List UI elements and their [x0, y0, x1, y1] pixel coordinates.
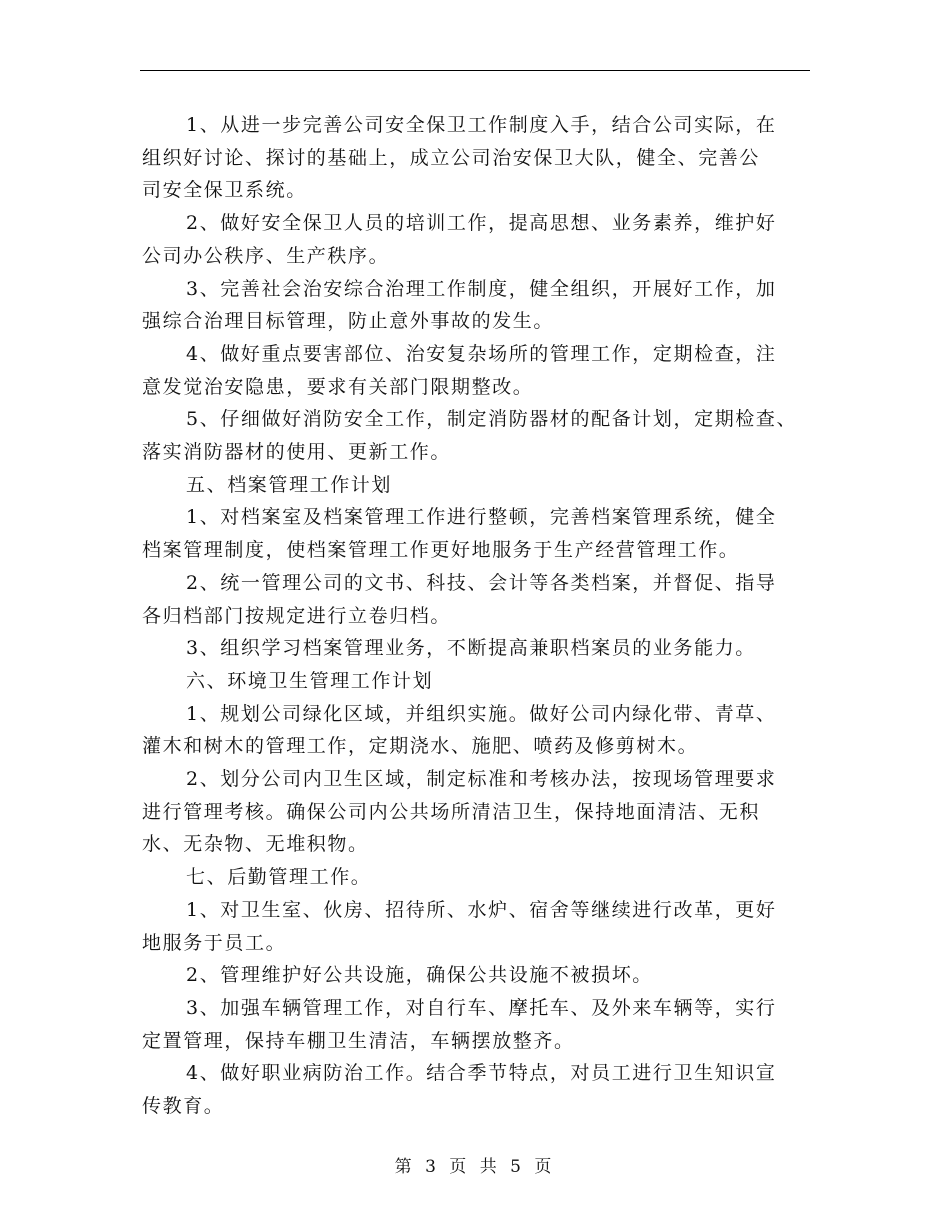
- text-line: 1、规划公司绿化区域，并组织实施。做好公司内绿化带、青草、: [186, 702, 777, 725]
- text-line: 定置管理，保持车棚卫生清洁，车辆摆放整齐。: [142, 1029, 575, 1052]
- text-line: 传教育。: [142, 1095, 225, 1118]
- text-line: 4、做好重点要害部位、治安复杂场所的管理工作，定期检查，注: [186, 342, 777, 365]
- text-line: 意发觉治安隐患，要求有关部门限期整改。: [142, 375, 534, 398]
- text-line: 进行管理考核。确保公司内公共场所清洁卫生，保持地面清洁、无积: [142, 800, 761, 823]
- text-line: 档案管理制度，使档案管理工作更好地服务于生产经营管理工作。: [142, 539, 740, 562]
- text-line: 落实消防器材的使用、更新工作。: [142, 441, 452, 464]
- text-line: 组织好讨论、探讨的基础上，成立公司治安保卫大队，健全、完善公: [142, 146, 761, 169]
- text-line: 地服务于员工。: [142, 931, 287, 954]
- text-line: 公司办公秩序、生产秩序。: [142, 244, 390, 267]
- section-heading: 五、档案管理工作计划: [186, 473, 393, 496]
- text-line: 强综合治理目标管理，防止意外事故的发生。: [142, 310, 555, 333]
- text-line: 灌木和树木的管理工作，定期浇水、施肥、喷药及修剪树木。: [142, 735, 699, 758]
- text-line: 2、管理维护好公共设施，确保公共设施不被损坏。: [186, 964, 653, 987]
- header-rule: [140, 70, 810, 71]
- text-line: 5、仔细做好消防安全工作，制定消防器材的配备计划，定期检查、: [186, 408, 798, 431]
- text-line: 1、对档案室及档案管理工作进行整顿，完善档案管理系统，健全: [186, 506, 777, 529]
- section-heading: 七、后勤管理工作。: [186, 866, 372, 889]
- text-line: 各归档部门按规定进行立卷归档。: [142, 604, 452, 627]
- text-line: 3、完善社会治安综合治理工作制度，健全组织，开展好工作，加: [186, 277, 777, 300]
- text-line: 司安全保卫系统。: [142, 179, 307, 202]
- text-line: 2、划分公司内卫生区域，制定标准和考核办法，按现场管理要求: [186, 768, 777, 791]
- text-line: 2、做好安全保卫人员的培训工作，提高思想、业务素养，维护好: [186, 212, 777, 235]
- text-line: 1、对卫生室、伙房、招待所、水炉、宿舍等继续进行改革，更好: [186, 898, 777, 921]
- text-line: 2、统一管理公司的文书、科技、会计等各类档案，并督促、指导: [186, 571, 777, 594]
- text-line: 3、组织学习档案管理业务，不断提高兼职档案员的业务能力。: [186, 637, 756, 660]
- text-line: 1、从进一步完善公司安全保卫工作制度入手，结合公司实际，在: [186, 114, 777, 136]
- text-line: 3、加强车辆管理工作，对自行车、摩托车、及外来车辆等，实行: [186, 996, 777, 1019]
- section-heading: 六、环境卫生管理工作计划: [186, 669, 434, 692]
- text-line: 水、无杂物、无堆积物。: [142, 833, 369, 856]
- document-body: [142, 109, 822, 1123]
- text-line: 4、做好职业病防治工作。结合季节特点，对员工进行卫生知识宣: [186, 1062, 777, 1085]
- page-number: 第 3 页 共 5 页: [394, 1157, 556, 1177]
